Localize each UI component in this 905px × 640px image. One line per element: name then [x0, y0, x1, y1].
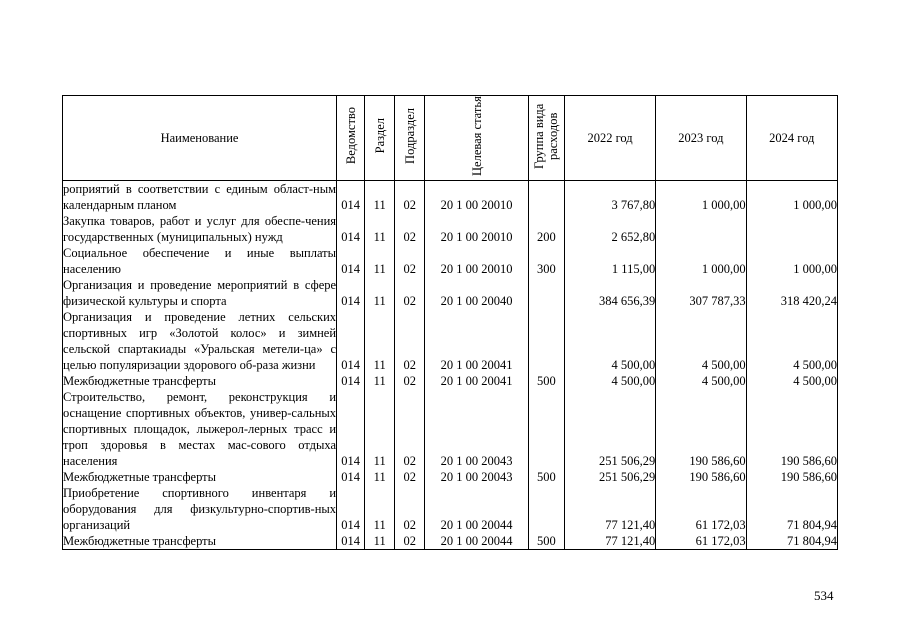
table-row: [63, 213, 838, 245]
header-group: Группа вида расходов: [528, 96, 564, 181]
row-2023-cell: 190 586,60: [656, 389, 746, 469]
row-2024-cell: 71 804,94: [746, 485, 837, 533]
page-number: 534: [814, 588, 834, 603]
row-vedomstvo-cell: 014: [337, 373, 365, 389]
row-vedomstvo-cell: 014: [337, 277, 365, 309]
row-2022-cell: 4 500,00: [564, 373, 655, 389]
row-2022-cell: 3 767,80: [564, 181, 655, 214]
row-vedomstvo-cell: 014: [337, 245, 365, 277]
row-razdel-cell: 11: [365, 213, 395, 245]
row-razdel-cell: 11: [365, 389, 395, 469]
row-razdel-cell: 11: [365, 469, 395, 485]
row-vedomstvo-cell: 014: [337, 213, 365, 245]
row-group-cell: 300: [528, 245, 564, 277]
row-podrazdel-cell: 02: [395, 245, 425, 277]
row-name-cell: Социальное обеспечение и иные выплаты населению: [63, 246, 337, 276]
row-podrazdel-cell: 02: [395, 485, 425, 533]
row-razdel-cell: 11: [365, 373, 395, 389]
header-podrazdel: Подраздел: [395, 96, 425, 181]
row-vedomstvo-cell: 014: [337, 469, 365, 485]
row-group-cell: [528, 277, 564, 309]
row-name-cell: Межбюджетные трансферты: [63, 373, 337, 389]
row-2023-cell: 307 787,33: [656, 277, 746, 309]
header-vedomstvo: Ведомство: [337, 96, 365, 181]
row-name-cell: Строительство, ремонт, реконструкция и оснащение спортивных объектов, универ-сальных спортивных площадок, лыжерол-лерных трасс и троп здоровья в местах мас-сового отдыха населения: [63, 390, 337, 468]
row-2023-cell: 4 500,00: [656, 373, 746, 389]
row-podrazdel-cell: 02: [395, 469, 425, 485]
row-name-cell: Межбюджетные трансферты: [63, 533, 337, 550]
row-group-cell: [528, 181, 564, 214]
row-2023-cell: 4 500,00: [656, 309, 746, 373]
header-name: Наименование: [63, 96, 337, 181]
row-podrazdel-cell: 02: [395, 213, 425, 245]
row-2022-cell: 251 506,29: [564, 389, 655, 469]
row-group-cell: [528, 389, 564, 469]
row-razdel-cell: 11: [365, 181, 395, 214]
row-vedomstvo-cell: 014: [337, 533, 365, 550]
budget-table: [62, 95, 838, 550]
row-2022-cell: 4 500,00: [564, 309, 655, 373]
header-2023: 2023 год: [656, 96, 746, 181]
header-2024: 2024 год: [746, 96, 837, 181]
table-row: [63, 245, 838, 277]
row-2024-cell: 1 000,00: [746, 245, 837, 277]
header-target: Целевая статья: [425, 96, 528, 181]
row-vedomstvo-cell: 014: [337, 485, 365, 533]
row-razdel-cell: 11: [365, 277, 395, 309]
row-group-cell: 500: [528, 533, 564, 550]
row-2022-cell: 384 656,39: [564, 277, 655, 309]
row-name-cell: роприятий в соответствии с единым област-ным календарным планом: [63, 182, 337, 212]
table-row: [63, 469, 838, 485]
row-group-cell: [528, 485, 564, 533]
row-target-cell: 20 1 00 20044: [425, 485, 528, 533]
table-row: [63, 389, 838, 469]
row-name-cell: Приобретение спортивного инвентаря и оборудования для физкультурно-спортив-ных организаций: [63, 486, 337, 532]
header-2022: 2022 год: [564, 96, 655, 181]
row-2024-cell: 4 500,00: [746, 373, 837, 389]
header-razdel: Раздел: [365, 96, 395, 181]
row-2023-cell: 1 000,00: [656, 245, 746, 277]
row-2022-cell: 2 652,80: [564, 213, 655, 245]
row-vedomstvo-cell: 014: [337, 309, 365, 373]
row-2022-cell: 251 506,29: [564, 469, 655, 485]
row-2024-cell: 190 586,60: [746, 389, 837, 469]
row-2023-cell: 61 172,03: [656, 533, 746, 550]
row-vedomstvo-cell: 014: [337, 389, 365, 469]
row-podrazdel-cell: 02: [395, 277, 425, 309]
row-group-cell: [528, 309, 564, 373]
header-row: [63, 96, 838, 181]
row-razdel-cell: 11: [365, 485, 395, 533]
row-podrazdel-cell: 02: [395, 181, 425, 214]
row-2022-cell: 1 115,00: [564, 245, 655, 277]
row-2022-cell: 77 121,40: [564, 533, 655, 550]
row-target-cell: 20 1 00 20044: [425, 533, 528, 550]
row-target-cell: 20 1 00 20010: [425, 245, 528, 277]
row-name-cell: Организация и проведение летних сельских спортивных игр «Золотой колос» и зимней сельской спартакиады «Уральская метели-ца» с целью популяризации здорового об-раза жизни: [63, 310, 337, 372]
row-target-cell: 20 1 00 20041: [425, 373, 528, 389]
row-2024-cell: [746, 213, 837, 245]
row-group-cell: 500: [528, 469, 564, 485]
row-podrazdel-cell: 02: [395, 389, 425, 469]
table-row: [63, 485, 838, 533]
row-name-cell: Организация и проведение мероприятий в сфере физической культуры и спорта: [63, 278, 337, 308]
row-target-cell: 20 1 00 20040: [425, 277, 528, 309]
row-target-cell: 20 1 00 20041: [425, 309, 528, 373]
row-2023-cell: 190 586,60: [656, 469, 746, 485]
row-target-cell: 20 1 00 20043: [425, 389, 528, 469]
table-row: [63, 181, 838, 214]
row-name-cell: Закупка товаров, работ и услуг для обеспе-чения государственных (муниципальных) нужд: [63, 214, 337, 244]
row-podrazdel-cell: 02: [395, 373, 425, 389]
row-podrazdel-cell: 02: [395, 309, 425, 373]
row-group-cell: 200: [528, 213, 564, 245]
row-2024-cell: 190 586,60: [746, 469, 837, 485]
row-razdel-cell: 11: [365, 245, 395, 277]
row-2024-cell: 1 000,00: [746, 181, 837, 214]
row-podrazdel-cell: 02: [395, 533, 425, 550]
table-row: [63, 309, 838, 373]
row-group-cell: 500: [528, 373, 564, 389]
table-row: [63, 277, 838, 309]
table-row: [63, 373, 838, 389]
row-2023-cell: [656, 213, 746, 245]
row-2023-cell: 61 172,03: [656, 485, 746, 533]
table-row: [63, 533, 838, 550]
row-target-cell: 20 1 00 20010: [425, 181, 528, 214]
row-2023-cell: 1 000,00: [656, 181, 746, 214]
row-2022-cell: 77 121,40: [564, 485, 655, 533]
row-target-cell: 20 1 00 20010: [425, 213, 528, 245]
row-name-cell: Межбюджетные трансферты: [63, 469, 337, 485]
row-2024-cell: 71 804,94: [746, 533, 837, 550]
row-razdel-cell: 11: [365, 533, 395, 550]
row-target-cell: 20 1 00 20043: [425, 469, 528, 485]
row-razdel-cell: 11: [365, 309, 395, 373]
row-2024-cell: 318 420,24: [746, 277, 837, 309]
row-vedomstvo-cell: 014: [337, 181, 365, 214]
row-2024-cell: 4 500,00: [746, 309, 837, 373]
